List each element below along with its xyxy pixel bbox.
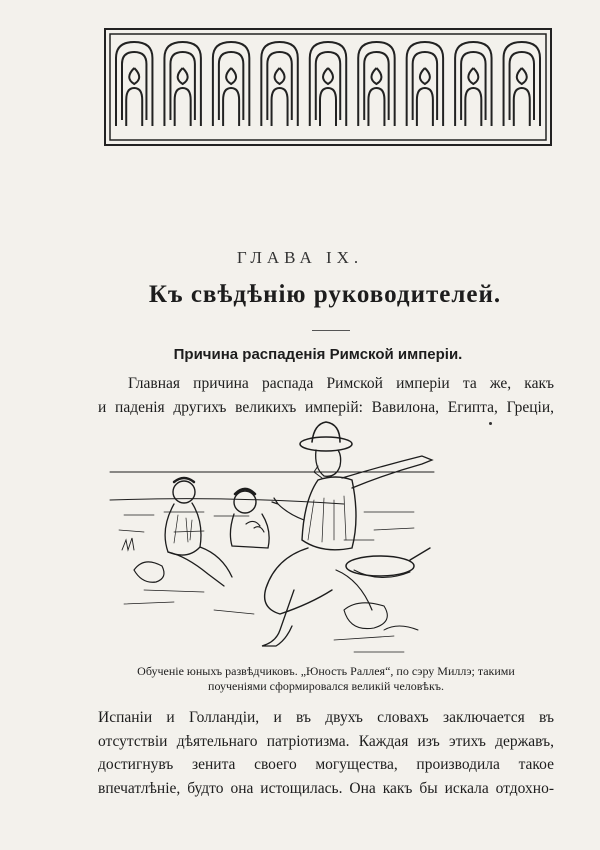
title-divider [312, 330, 350, 331]
paragraph-2 [98, 706, 554, 800]
section-title: Причина распаденія Римской имперіи. [173, 346, 463, 363]
ornament-motif [407, 42, 443, 126]
engraving-illustration [104, 420, 444, 660]
ornament-motif [504, 42, 540, 126]
ornament-motif [213, 42, 249, 126]
text-line: Испаніи и Голландіи, и въ двухъ словахъ заключается въ [98, 709, 554, 726]
paragraph-1 [98, 372, 554, 420]
text-line: Главная причина распада Римской имперіи та же, какъ [128, 375, 554, 392]
caption-line: поученіями сформировался великій человѣкъ. [208, 679, 444, 693]
text-line: достигнувъ зенита своего могущества, производила такое [98, 756, 554, 773]
ornament-motif [116, 42, 152, 126]
caption-line: Обученіе юныхъ развѣдчиковъ. „Юность Раллея“, по сэру Миллэ; такими [137, 664, 515, 678]
illustration-caption [98, 664, 554, 694]
chapter-label: ГЛАВА IX. [236, 248, 364, 267]
text-line: впечатлѣніе, будто она истощилась. Она какъ бы искала отдохно- [98, 779, 554, 797]
ornament-motif [310, 42, 346, 126]
ornament-motif [261, 42, 297, 126]
ornament-motif [358, 42, 394, 126]
text-line: и паденія другихъ великихъ имперій: Вавилона, Египта, Греціи, [98, 399, 554, 416]
chapter-title: Къ свѣдѣнію руководителей. [148, 281, 502, 308]
ornamental-header-frame [104, 28, 552, 146]
ornament-motif [164, 42, 200, 126]
print-speck [489, 422, 492, 425]
text-line: отсутствіи дѣятельнаго патріотизма. Каждая изъ этихъ державъ, [98, 732, 554, 750]
ornament-motif [455, 42, 491, 126]
